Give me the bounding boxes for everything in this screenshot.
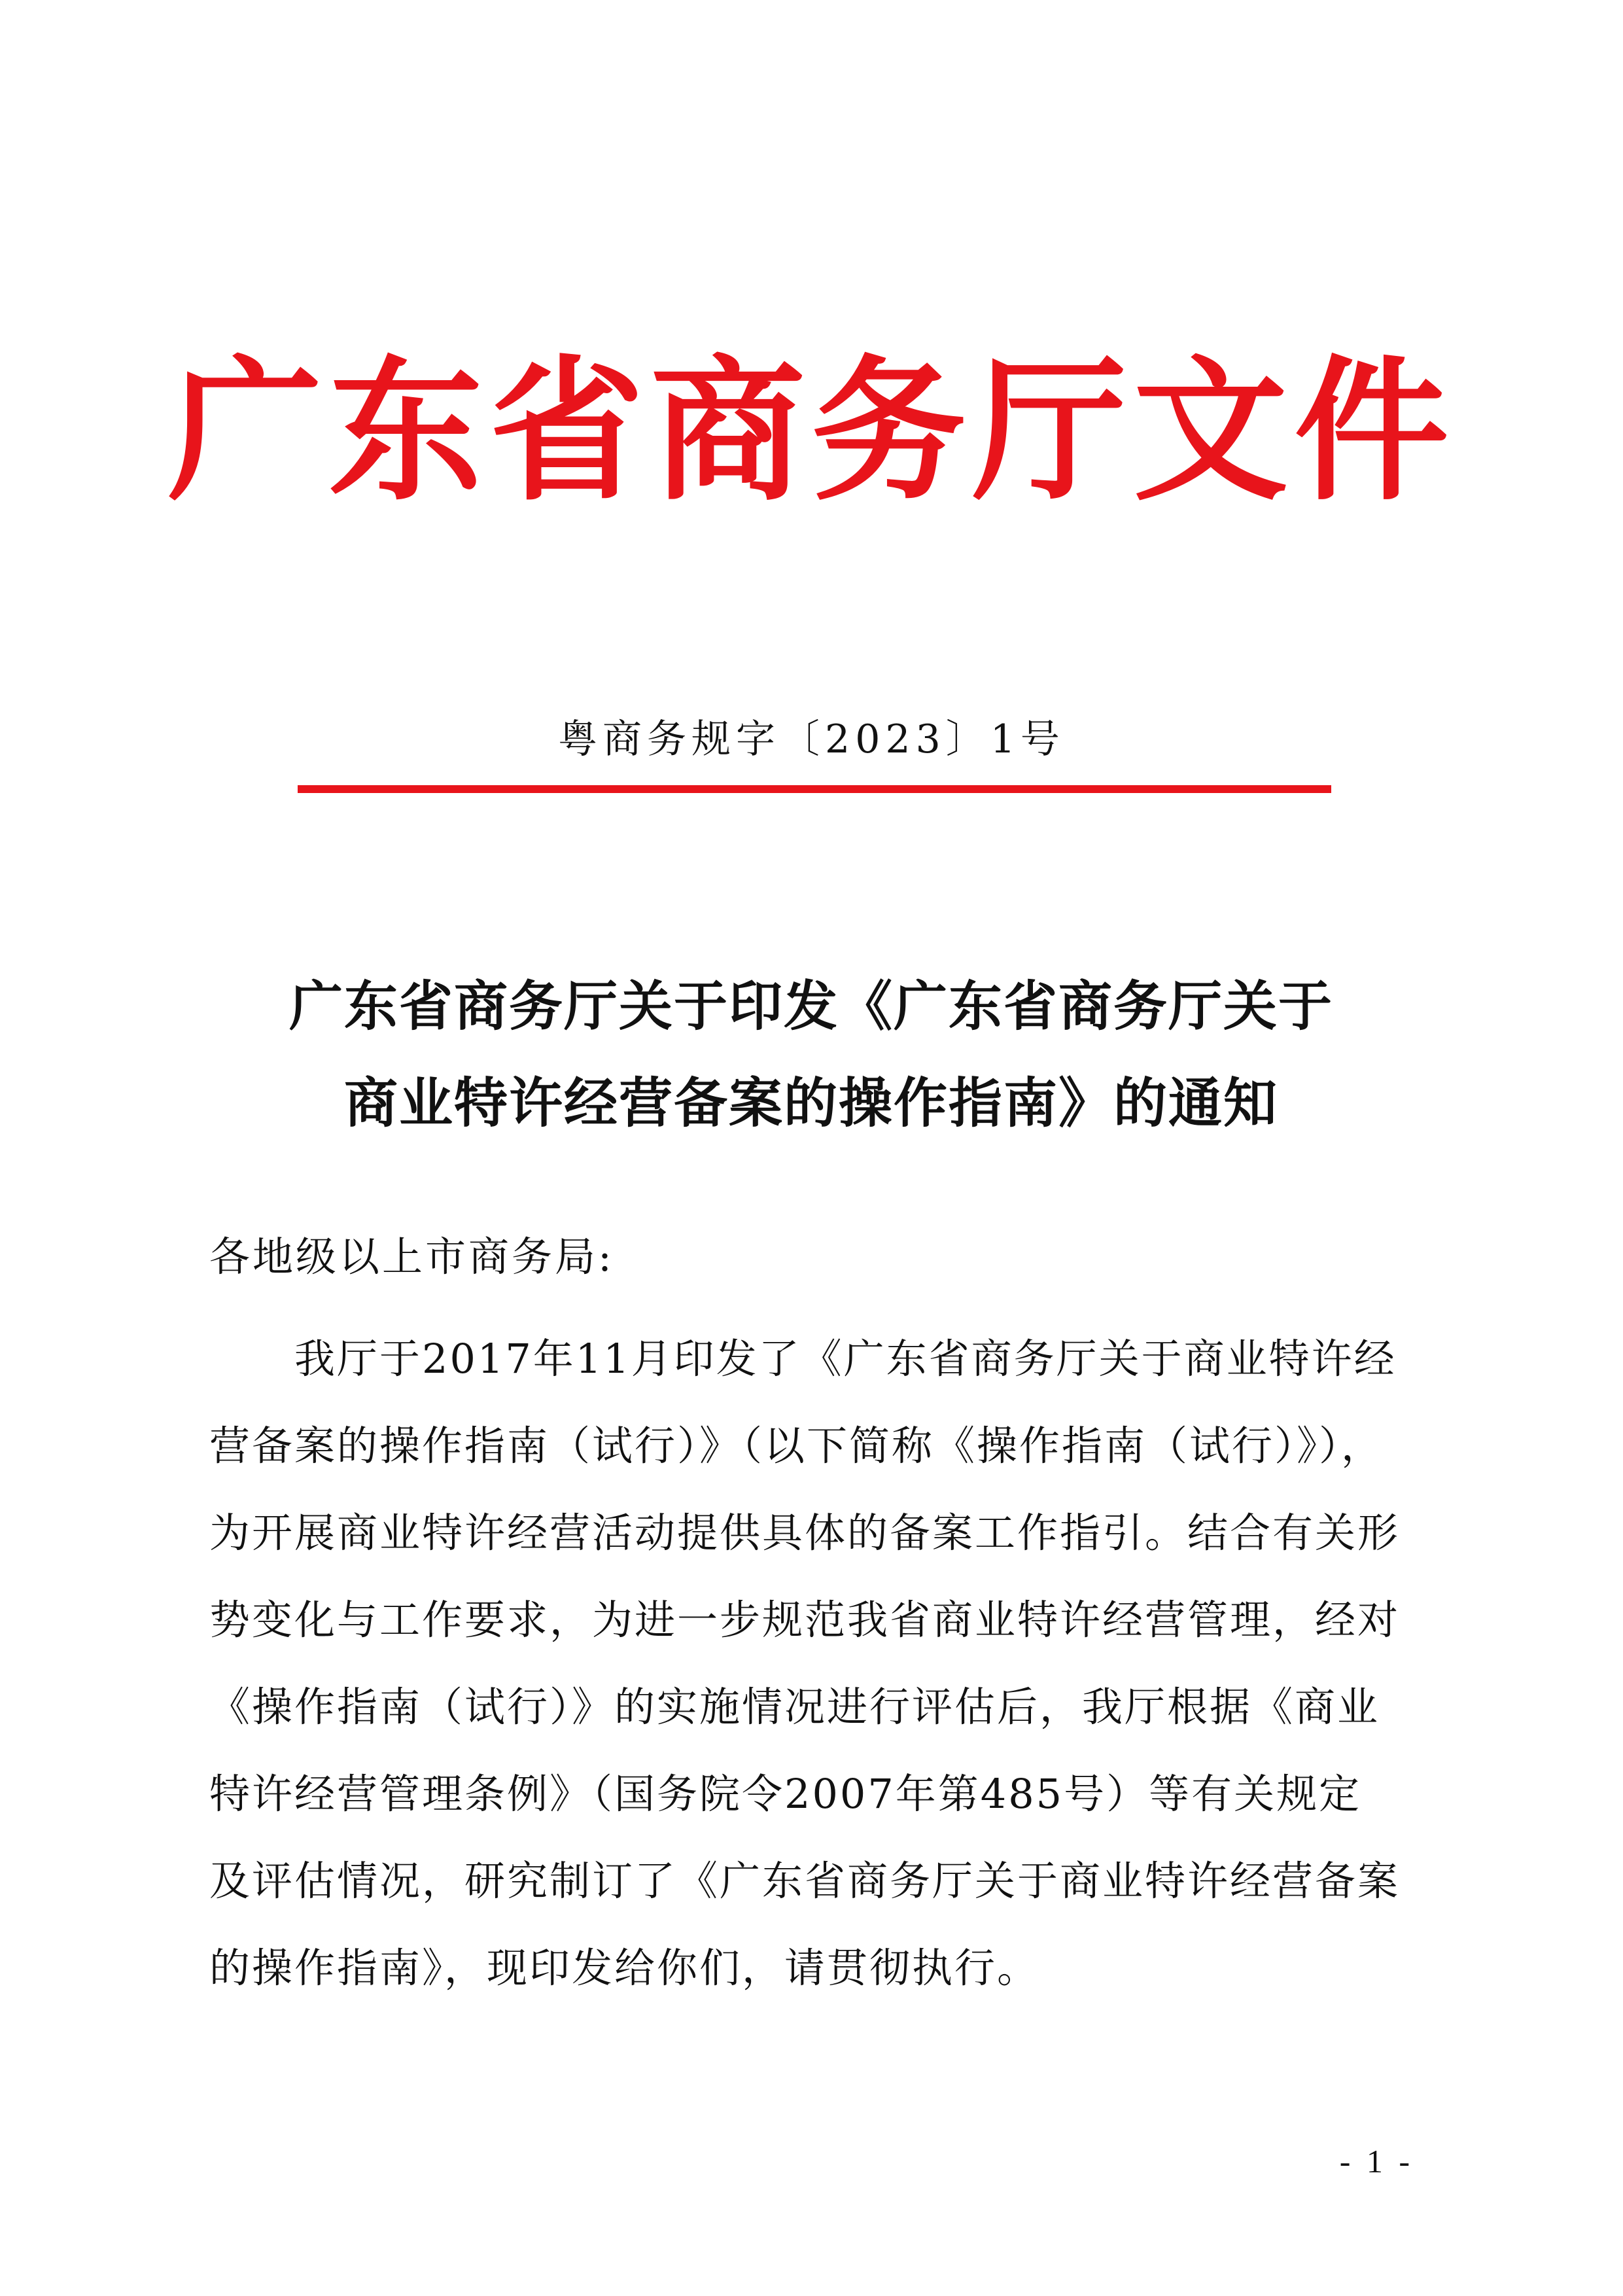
red-divider-rule xyxy=(298,785,1331,793)
page-number: - 1 - xyxy=(1339,2143,1414,2180)
document-number: 粤商务规字〔2023〕1号 xyxy=(558,716,1065,762)
body-line: 为开展商业特许经营活动提供具体的备案工作指引。结合有关形 xyxy=(209,1509,1401,1557)
body-line: 特许经营管理条例》（国务院令2007年第485号）等有关规定 xyxy=(209,1770,1362,1818)
body-line: 营备案的操作指南（试行）》（以下简称《操作指南（试行）》）， xyxy=(209,1422,1384,1470)
body-line: 《操作指南（试行）》的实施情况进行评估后，我厅根据《商业 xyxy=(209,1683,1380,1731)
salutation: 各地级以上市商务局: xyxy=(209,1233,614,1280)
body-line: 的操作指南》，现印发给你们，请贯彻执行。 xyxy=(209,1944,1040,1992)
masthead-title: 广东省商务厅文件 xyxy=(167,340,1456,521)
body-line: 我厅于2017年11月印发了《广东省商务厅关于商业特许经 xyxy=(209,1335,1397,1383)
body-line: 及评估情况，研究制订了《广东省商务厅关于商业特许经营备案 xyxy=(209,1857,1401,1905)
body-line: 势变化与工作要求，为进一步规范我省商业特许经营管理，经对 xyxy=(209,1596,1401,1644)
body-paragraph xyxy=(209,1315,1420,2011)
notice-title-line-1: 广东省商务厅关于印发《广东省商务厅关于 xyxy=(288,976,1333,1038)
notice-title-line-2: 商业特许经营备案的操作指南》的通知 xyxy=(343,1072,1278,1135)
notice-title xyxy=(196,959,1426,1152)
